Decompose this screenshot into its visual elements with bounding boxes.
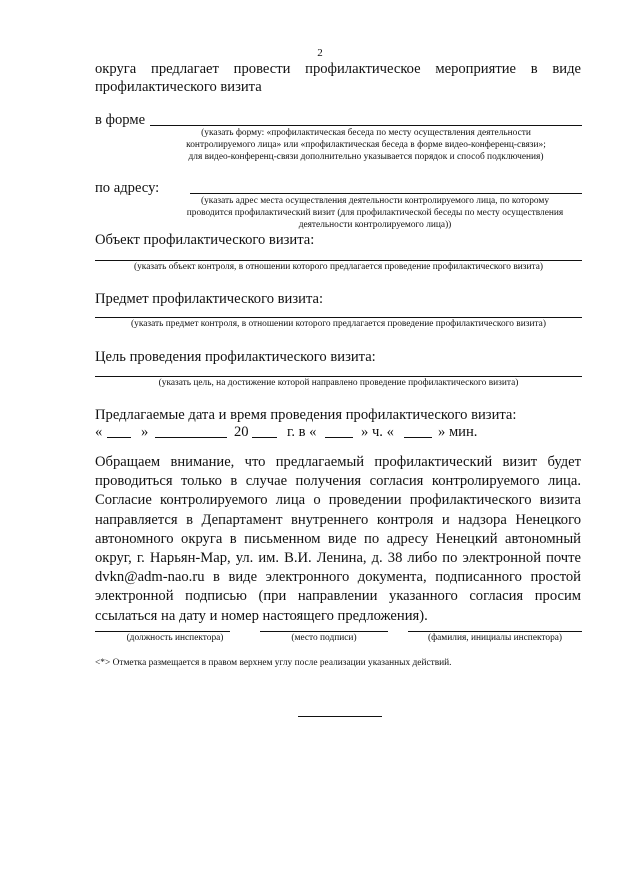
address-hint-line: (указать адрес места осуществления деятельности контролируемого лица, по которому (200, 196, 550, 206)
place-signature-line (260, 631, 388, 632)
form-hint-line: для видео-конференц-связи дополнительно указывается порядок и способ подключения) (188, 151, 544, 162)
page-number: 2 (317, 47, 323, 59)
address-hint (160, 196, 590, 231)
position-signature-line (95, 631, 230, 632)
form-hint-line: (указать форму: «профилактическая беседа по месту осуществления деятельности (201, 128, 531, 138)
year-suffix: г. в « (287, 424, 317, 440)
month-fill-line (155, 437, 227, 438)
end-separator-line (298, 716, 382, 717)
goal-label: Цель проведения профилактического визита: (95, 349, 376, 365)
form-hint-line: контролируемого лица» или «профилактическая беседа в форме видео-конференц-связи»; (186, 139, 546, 150)
goal-hint: (указать цель, на достижение которой направлено проведение профилактического визита) (158, 378, 519, 388)
notice-line: Обращаем внимание, что предлагаемый профилактический визит будет (95, 454, 581, 470)
position-caption: (должность инспектора) (126, 633, 224, 643)
hour-suffix: » ч. « (361, 424, 394, 440)
form-fill-line (150, 125, 582, 126)
object-fill-line (95, 260, 582, 261)
minute-fill-line (404, 437, 432, 438)
year-fill-line (252, 437, 277, 438)
form-label: в форме (95, 112, 146, 128)
address-fill-line (190, 193, 582, 194)
place-caption: (место подписи) (291, 633, 357, 643)
intro-line-2: профилактического визита (95, 79, 262, 95)
subject-hint: (указать предмет контроля, в отношении которого предлагается проведение профилактического визита) (131, 319, 546, 329)
form-hint (150, 128, 582, 163)
date-label: Предлагаемые дата и время проведения профилактического визита: (95, 407, 517, 423)
address-hint-line: проводится профилактический визит (для профилактической беседы по месту осуществления (186, 207, 564, 218)
hour-fill-line (325, 437, 353, 438)
object-label: Объект профилактического визита: (95, 232, 315, 248)
notice-line: округ, г. Нарьян-Мар, ул. им. В.И. Ленина, д. 38 либо по электронной почте (95, 550, 581, 567)
name-caption: (фамилия, инициалы инспектора) (427, 633, 563, 643)
notice-paragraph (95, 453, 581, 626)
goal-fill-line (95, 376, 582, 377)
notice-line: автономного округа в письменном виде по адресу Ненецкий автономный (95, 530, 581, 547)
notice-line: направляется в Департамент внутреннего контроля и надзора Ненецкого (95, 511, 581, 528)
subject-label: Предмет профилактического визита: (95, 291, 324, 307)
address-label: по адресу: (95, 180, 160, 196)
day-open-quote: « (95, 424, 103, 440)
notice-line: проводиться только в случае получения согласия контролируемого лица. (95, 473, 581, 490)
footnote: <*> Отметка размещается в правом верхнем углу после реализации указанных действий. (95, 658, 452, 668)
subject-fill-line (95, 317, 582, 318)
intro-line-1: округа предлагает провести профилактическое мероприятие в виде (95, 61, 581, 77)
day-close-quote: » (141, 424, 149, 440)
minute-suffix: » мин. (438, 424, 478, 440)
notice-line: Согласие контролируемого лица о проведении профилактического визита (95, 492, 581, 509)
address-hint-line: деятельности контролируемого лица)) (298, 219, 452, 230)
day-fill-line (107, 437, 131, 438)
notice-line: ссылаться на дату и номер настоящего предложения). (95, 607, 428, 624)
notice-line: электронной подписью (при направлении указанного согласия просим (95, 588, 581, 605)
name-signature-line (408, 631, 582, 632)
object-hint: (указать объект контроля, в отношении которого предлагается проведение профилактического визита) (133, 262, 543, 272)
year-prefix: 20 (234, 424, 249, 440)
notice-line: dvkn@adm-nao.ru в виде электронного документа, подписанного простой (95, 569, 581, 586)
